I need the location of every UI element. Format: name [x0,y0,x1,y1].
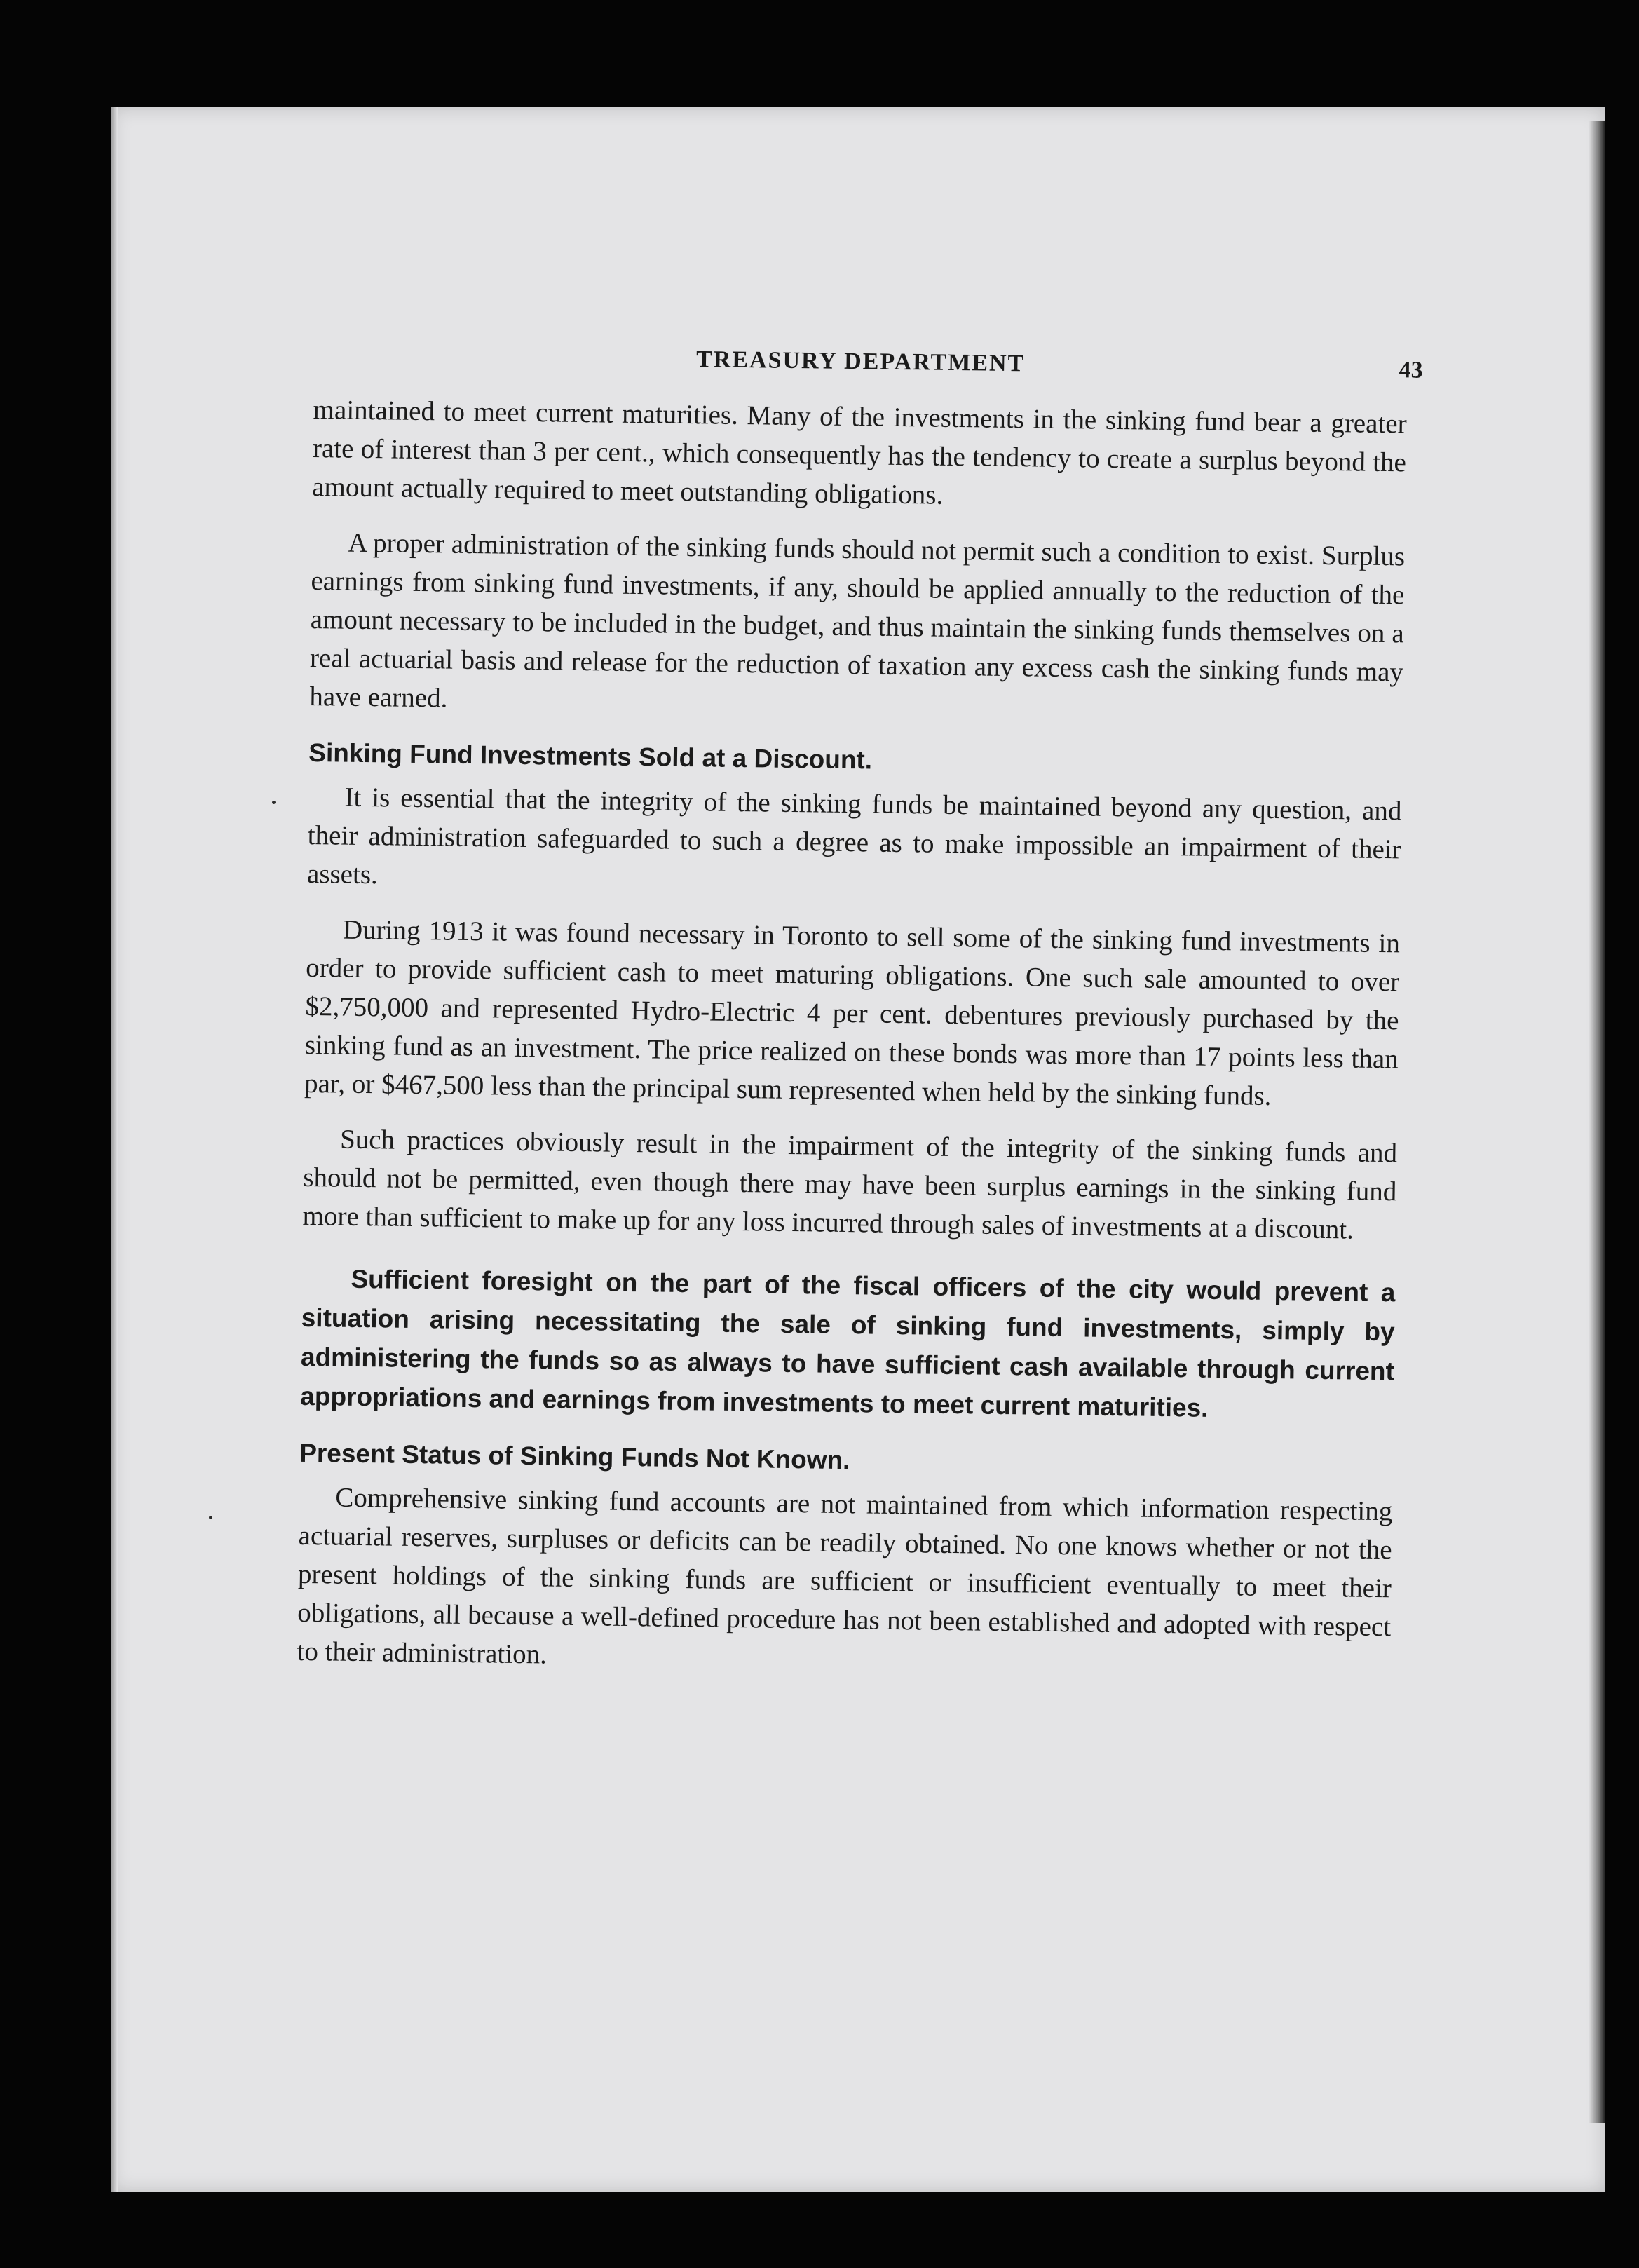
page-right-edge [1589,121,1605,2123]
running-title: TREASURY DEPARTMENT [695,346,1026,377]
page-number: 43 [1399,357,1423,383]
scan-speck [209,1516,212,1519]
paragraph-toronto-sale: During 1913 it was found necessary in Toronto to sell some of the sinking fund investments in order to provide sufficient cash to meet maturing obligations. One such sale amounted to over $2,750,000 and represented Hydro-Electric 4 per cent. debentures previously purchased by the sinking fund as an investment. The price realized on these bonds was more than 17 points less than par, or $467,500 less than the principal sum represented when held by the sinking funds. [304,914,1401,1111]
section-heading-discount: Sinking Fund Investments Sold at a Discount. [308,738,873,775]
section-heading-status: Present Status of Sinking Funds Not Known. [299,1438,850,1475]
paragraph-practices: Such practices obviously result in the impairment of the integrity of the sinking funds and should not be permitted, even though there may have been surplus earnings in the sinking fund more than sufficient to make up for any loss incurred through sales of investments at a discount. [302,1124,1398,1245]
scanned-page [111,107,1605,2192]
scan-speck [272,801,276,804]
paragraph-integrity: It is essential that the integrity of the sinking funds be maintained beyond any question, and their administration safeguarded to such a degree as to make impossible an impairment of their assets. [306,782,1402,890]
page-left-edge [111,107,118,2192]
paragraph-status: Comprehensive sinking fund accounts are not maintained from which information respecting actuarial reserves, surpluses or deficits can be readily obtained. No one knows whether or not the present holdings of the sinking funds are sufficient or insufficient eventually to meet their obligations, all because a well-defined procedure has not been established and adopted with respect to their administration. [297,1482,1393,1670]
paragraph-administration: A proper administration of the sinking funds should not permit such a condition to exist. Surplus earnings from sinking fund investments, if any, should be applied annually to the reduction of the amount necessary to be included in the budget, and thus maintain the sinking funds themselves on a real actuarial basis and release for the reduction of taxation any excess cash the sinking funds may have earned. [309,527,1406,714]
bold-recommendation: Sufficient foresight on the part of the fiscal officers of the city would prevent a situation arising necessitating the sale of sinking fund investments, simply by administering the funds so as always to have sufficient cash available through current appropriations and earnings from investments to meet current maturities. [300,1264,1396,1422]
page-content [297,341,1423,1702]
paragraph-continued: maintained to meet current maturities. Many of the investments in the sinking fund bear a greater rate of interest than 3 per cent., which consequently has the tendency to create a surplus beyond the amount actually required to meet outstanding obligations. [312,394,1407,510]
